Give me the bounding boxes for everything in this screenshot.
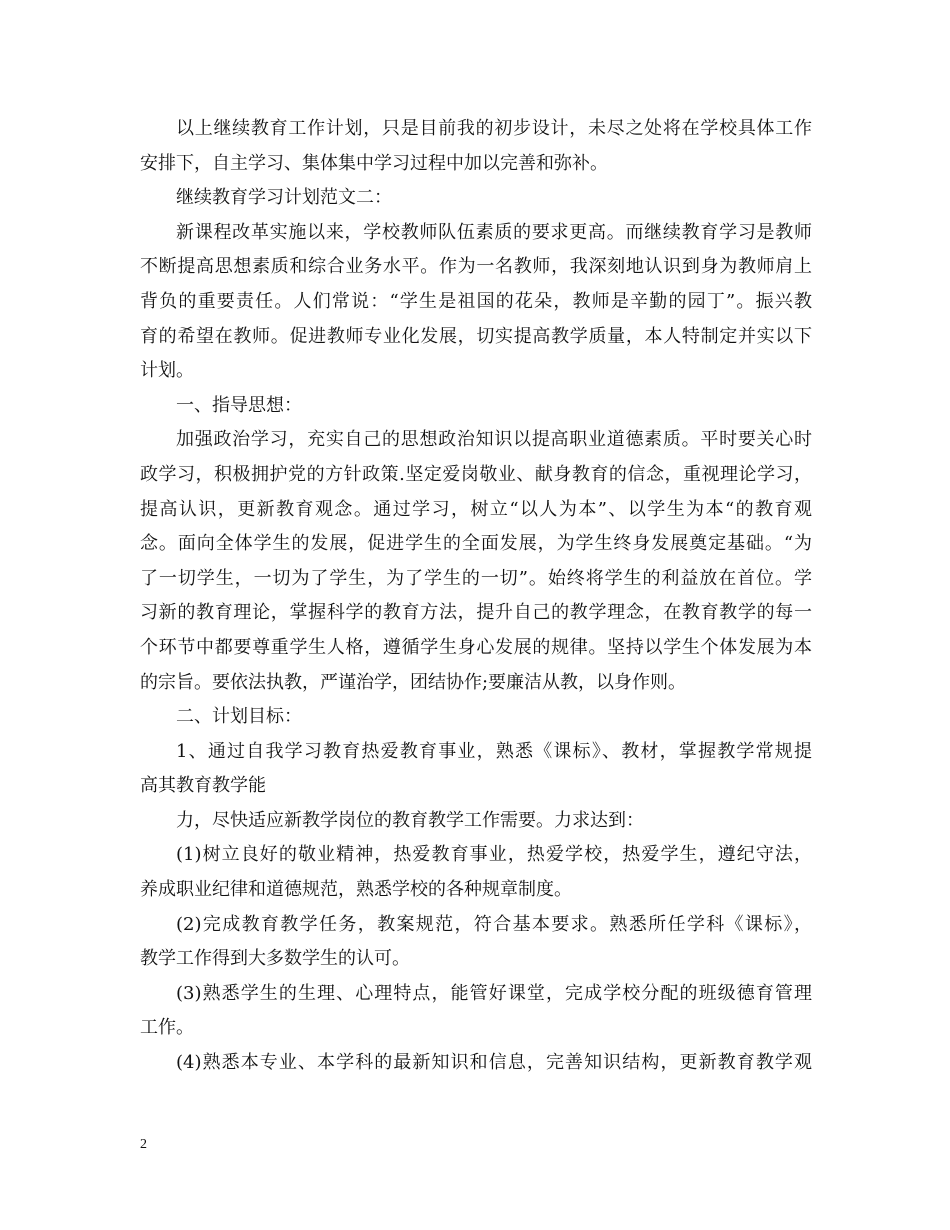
text-line: 新课程改革实施以来，学校教师队伍素质的要求更高。而继续教育学习是教师	[176, 221, 812, 243]
text-line: 习新的教育理论，掌握科学的教育方法，提升自己的教学理念，在教育教学的每一	[140, 602, 812, 624]
text-line: (3)熟悉学生的生理、心理特点，能管好课堂，完成学校分配的班级德育管理	[176, 982, 812, 1004]
text-line: 背负的重要责任。人们常说：“学生是祖国的花朵，教师是辛勤的园丁”。振兴教	[140, 290, 812, 312]
text-line: 养成职业纪律和道德规范，熟悉学校的各种规章制度。	[140, 879, 572, 901]
text-line: 计划。	[140, 360, 194, 382]
text-line: 高其教育教学能	[140, 775, 266, 797]
text-line: 安排下，自主学习、集体集中学习过程中加以完善和弥补。	[140, 152, 608, 174]
text-line: 不断提高思想素质和综合业务水平。作为一名教师，我深刻地认识到身为教师肩上	[140, 256, 812, 278]
text-line: 育的希望在教师。促进教师专业化发展，切实提高教学质量，本人特制定并实以下	[140, 325, 812, 347]
page-number: 2	[140, 1137, 147, 1152]
text-line: 了一切学生，一切为了学生，为了学生的一切”。始终将学生的利益放在首位。学	[140, 567, 812, 589]
text-line: (2)完成教育教学任务，教案规范，符合基本要求。熟悉所任学科《课标》，	[176, 913, 812, 935]
text-line: 以上继续教育工作计划，只是目前我的初步设计，未尽之处将在学校具体工作	[176, 118, 812, 139]
text-line: 力，尽快适应新教学岗位的教育教学工作需要。力求达到：	[176, 809, 644, 831]
text-line: (1)树立良好的敬业精神，热爱教育事业，热爱学校，热爱学生，遵纪守法，	[176, 844, 812, 866]
text-line: 加强政治学习，充实自己的思想政治知识以提高职业道德素质。平时要关心时	[176, 429, 812, 451]
text-line: 1、通过自我学习教育热爱教育事业，熟悉《课标》、教材，掌握教学常规提	[176, 740, 812, 762]
text-line: 一、指导思想：	[176, 394, 302, 416]
text-line: 二、计划目标：	[176, 706, 302, 728]
text-line: 教学工作得到大多数学生的认可。	[140, 948, 410, 970]
text-line: 的宗旨。要依法执教，严谨治学，团结协作;要廉洁从教，以身作则。	[140, 671, 687, 693]
document-body	[140, 112, 812, 1081]
text-line: 个环节中都要尊重学生人格，遵循学生身心发展的规律。坚持以学生个体发展为本	[140, 636, 812, 658]
text-line: 提高认识，更新教育观念。通过学习，树立“以人为本”、以学生为本“的教育观	[140, 498, 812, 520]
text-line: 工作。	[140, 1017, 194, 1039]
text-line: 继续教育学习计划范文二：	[176, 187, 392, 209]
text-line: 政学习，积极拥护党的方针政策.坚定爱岗敬业、献身教育的信念，重视理论学习，	[140, 463, 812, 485]
text-line: 念。面向全体学生的发展，促进学生的全面发展，为学生终身发展奠定基础。“为	[140, 533, 812, 555]
text-line: (4)熟悉本专业、本学科的最新知识和信息，完善知识结构，更新教育教学观	[176, 1052, 812, 1074]
